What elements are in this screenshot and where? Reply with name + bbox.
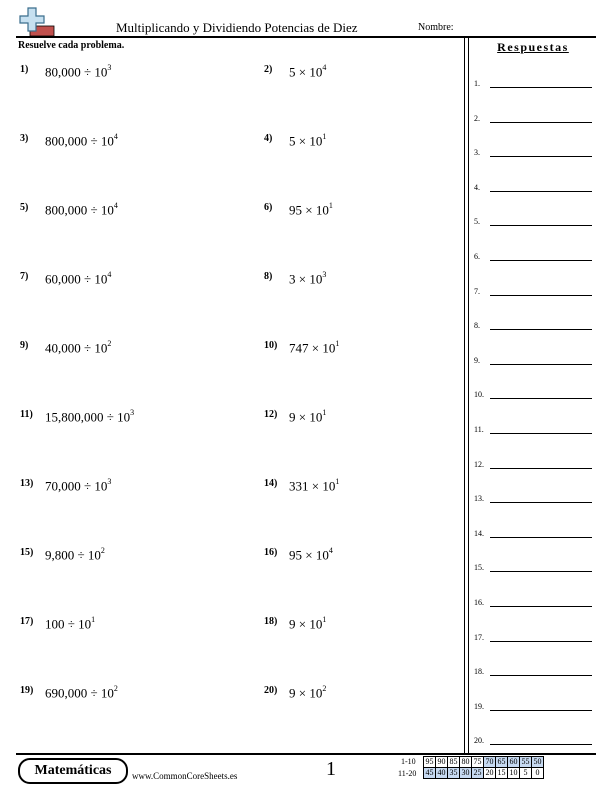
answer-line[interactable] <box>490 260 592 261</box>
problem-number: 2) <box>264 64 273 75</box>
expression-exponent: 1 <box>328 201 333 210</box>
page-number: 1 <box>326 758 336 780</box>
problem-expression <box>45 685 118 701</box>
expression-base: 690,000 ÷ 10 <box>45 685 114 701</box>
expression-exponent: 1 <box>322 615 327 624</box>
expression-base: 40,000 ÷ 10 <box>45 340 108 356</box>
problem-number: 7) <box>20 271 29 282</box>
expression-base: 3 × 10 <box>289 271 323 287</box>
expression-base: 100 ÷ 10 <box>45 616 92 632</box>
answer-line[interactable] <box>490 641 592 642</box>
score-cell: 60 <box>509 757 518 766</box>
problem-expression <box>289 478 339 494</box>
expression-base: 747 × 10 <box>289 340 336 356</box>
expression-exponent: 4 <box>322 63 327 72</box>
answer-line[interactable] <box>490 156 592 157</box>
problem-expression <box>45 478 111 494</box>
problem-expression <box>45 340 111 356</box>
problem-number: 5) <box>20 202 29 213</box>
expression-exponent: 1 <box>322 132 327 141</box>
answer-line[interactable] <box>490 710 592 711</box>
problem-expression <box>45 616 95 632</box>
expression-base: 95 × 10 <box>289 202 329 218</box>
page-title: Multiplicando y Dividiendo Potencias de Diez <box>116 20 358 35</box>
answer-line[interactable] <box>490 675 592 676</box>
expression-exponent: 1 <box>322 408 327 417</box>
expression-exponent: 1 <box>91 615 96 624</box>
problem-expression <box>45 547 105 563</box>
answer-label: 17. <box>474 632 484 642</box>
expression-base: 9 × 10 <box>289 409 323 425</box>
answer-label: 2. <box>474 113 480 123</box>
instructions: Resuelve cada problema. <box>18 40 125 51</box>
problem-expression <box>45 409 134 425</box>
score-table <box>423 756 544 779</box>
answer-label: 13. <box>474 494 484 504</box>
expression-base: 70,000 ÷ 10 <box>45 478 108 494</box>
answer-line[interactable] <box>490 433 592 434</box>
answer-label: 14. <box>474 528 484 538</box>
score-cell: 5 <box>520 768 532 779</box>
expression-base: 9 × 10 <box>289 685 323 701</box>
column-divider <box>468 37 469 753</box>
problem-number: 15) <box>20 547 34 558</box>
problem-expression <box>289 685 326 701</box>
problem-number: 12) <box>264 409 278 420</box>
problem-expression <box>289 64 326 80</box>
score-cell: 65 <box>497 757 506 766</box>
expression-base: 9,800 ÷ 10 <box>45 547 101 563</box>
expression-exponent: 4 <box>113 201 118 210</box>
answer-line[interactable] <box>490 329 592 330</box>
score-cell: 90 <box>437 757 446 766</box>
score-row <box>424 768 544 779</box>
answer-label: 9. <box>474 355 480 365</box>
score-cell: 85 <box>449 757 458 766</box>
plus-logo-icon <box>16 6 56 38</box>
score-cell: 0 <box>532 768 544 779</box>
expression-exponent: 3 <box>107 477 112 486</box>
score-cell: 75 <box>473 757 482 766</box>
answer-line[interactable] <box>490 468 592 469</box>
answer-line[interactable] <box>490 364 592 365</box>
problem-number: 13) <box>20 478 34 489</box>
score-cell: 35 <box>449 768 458 777</box>
expression-exponent: 1 <box>335 477 340 486</box>
expression-exponent: 3 <box>322 270 327 279</box>
problem-number: 20) <box>264 685 278 696</box>
website-link[interactable]: www.CommonCoreSheets.es <box>132 771 238 781</box>
score-row-label: 1-10 <box>401 757 416 766</box>
footer-divider <box>16 753 596 755</box>
problem-expression <box>45 133 118 149</box>
answer-line[interactable] <box>490 122 592 123</box>
answer-line[interactable] <box>490 606 592 607</box>
answer-label: 10. <box>474 390 484 400</box>
expression-exponent: 3 <box>107 63 112 72</box>
expression-exponent: 4 <box>107 270 112 279</box>
answer-label: 8. <box>474 321 480 331</box>
problem-number: 6) <box>264 202 273 213</box>
answer-label: 6. <box>474 252 480 261</box>
answer-label: 3. <box>474 148 480 158</box>
problem-number: 10) <box>264 340 278 351</box>
name-label: Nombre: <box>418 22 454 33</box>
score-cell: 25 <box>473 768 482 777</box>
score-cell: 80 <box>461 757 470 766</box>
subject-badge: Matemáticas <box>18 758 128 784</box>
expression-base: 800,000 ÷ 10 <box>45 202 114 218</box>
answer-label: 19. <box>474 701 484 711</box>
problem-number: 1) <box>20 64 29 75</box>
problem-expression <box>289 202 333 218</box>
expression-exponent: 2 <box>113 684 118 693</box>
expression-exponent: 4 <box>328 546 333 555</box>
answer-line[interactable] <box>490 191 592 192</box>
answer-line[interactable] <box>490 225 592 226</box>
problem-expression <box>45 64 111 80</box>
score-cell: 10 <box>509 768 518 777</box>
problem-number: 14) <box>264 478 278 489</box>
answer-label: 15. <box>474 563 484 573</box>
score-cell: 30 <box>461 768 470 777</box>
problem-expression <box>289 271 326 287</box>
answer-label: 18. <box>474 667 484 677</box>
answer-line[interactable] <box>490 398 592 399</box>
answer-label: 7. <box>474 286 480 296</box>
expression-exponent: 3 <box>130 408 135 417</box>
score-cell: 55 <box>521 757 530 766</box>
problem-number: 11) <box>20 409 33 420</box>
problem-number: 3) <box>20 133 29 144</box>
answer-line[interactable] <box>490 87 592 88</box>
answer-line[interactable] <box>490 571 592 572</box>
expression-exponent: 2 <box>107 339 112 348</box>
score-cell: 15 <box>497 768 506 777</box>
answer-label: 1. <box>474 79 480 88</box>
answer-line[interactable] <box>490 537 592 538</box>
problem-expression <box>289 409 326 425</box>
expression-base: 5 × 10 <box>289 133 323 149</box>
answer-label: 11. <box>474 425 484 434</box>
answer-label: 5. <box>474 217 480 227</box>
header-divider <box>16 36 596 38</box>
problem-expression <box>289 340 339 356</box>
column-divider <box>464 37 465 753</box>
score-cell: 95 <box>425 757 434 766</box>
expression-base: 80,000 ÷ 10 <box>45 64 108 80</box>
score-cell: 45 <box>425 768 434 777</box>
score-cell: 40 <box>437 768 446 777</box>
expression-exponent: 2 <box>100 546 105 555</box>
answer-line[interactable] <box>490 295 592 296</box>
score-cell: 20 <box>485 768 494 777</box>
answer-label: 4. <box>474 182 480 192</box>
expression-exponent: 4 <box>113 132 118 141</box>
expression-base: 95 × 10 <box>289 547 329 563</box>
expression-base: 15,800,000 ÷ 10 <box>45 409 131 425</box>
answer-line[interactable] <box>490 502 592 503</box>
problem-expression <box>289 616 326 632</box>
score-row <box>424 757 544 768</box>
expression-base: 60,000 ÷ 10 <box>45 271 108 287</box>
score-row-label: 11-20 <box>398 769 417 778</box>
score-cell: 70 <box>485 757 494 766</box>
answer-line[interactable] <box>490 744 592 745</box>
expression-base: 5 × 10 <box>289 64 323 80</box>
problem-number: 4) <box>264 133 273 144</box>
problem-expression <box>289 133 326 149</box>
problem-number: 9) <box>20 340 29 351</box>
answer-label: 16. <box>474 598 484 607</box>
expression-exponent: 2 <box>322 684 327 693</box>
answers-title: Respuestas <box>497 40 569 54</box>
answer-label: 20. <box>474 736 484 746</box>
problem-number: 16) <box>264 547 278 558</box>
answer-label: 12. <box>474 459 484 469</box>
problem-expression <box>45 271 111 287</box>
score-cell: 50 <box>533 757 542 766</box>
problem-expression <box>289 547 333 563</box>
expression-base: 800,000 ÷ 10 <box>45 133 114 149</box>
problem-number: 18) <box>264 616 278 627</box>
expression-base: 331 × 10 <box>289 478 336 494</box>
problem-expression <box>45 202 118 218</box>
problem-number: 17) <box>20 616 34 627</box>
problem-number: 8) <box>264 271 273 282</box>
expression-exponent: 1 <box>335 339 340 348</box>
problem-number: 19) <box>20 685 34 696</box>
expression-base: 9 × 10 <box>289 616 323 632</box>
